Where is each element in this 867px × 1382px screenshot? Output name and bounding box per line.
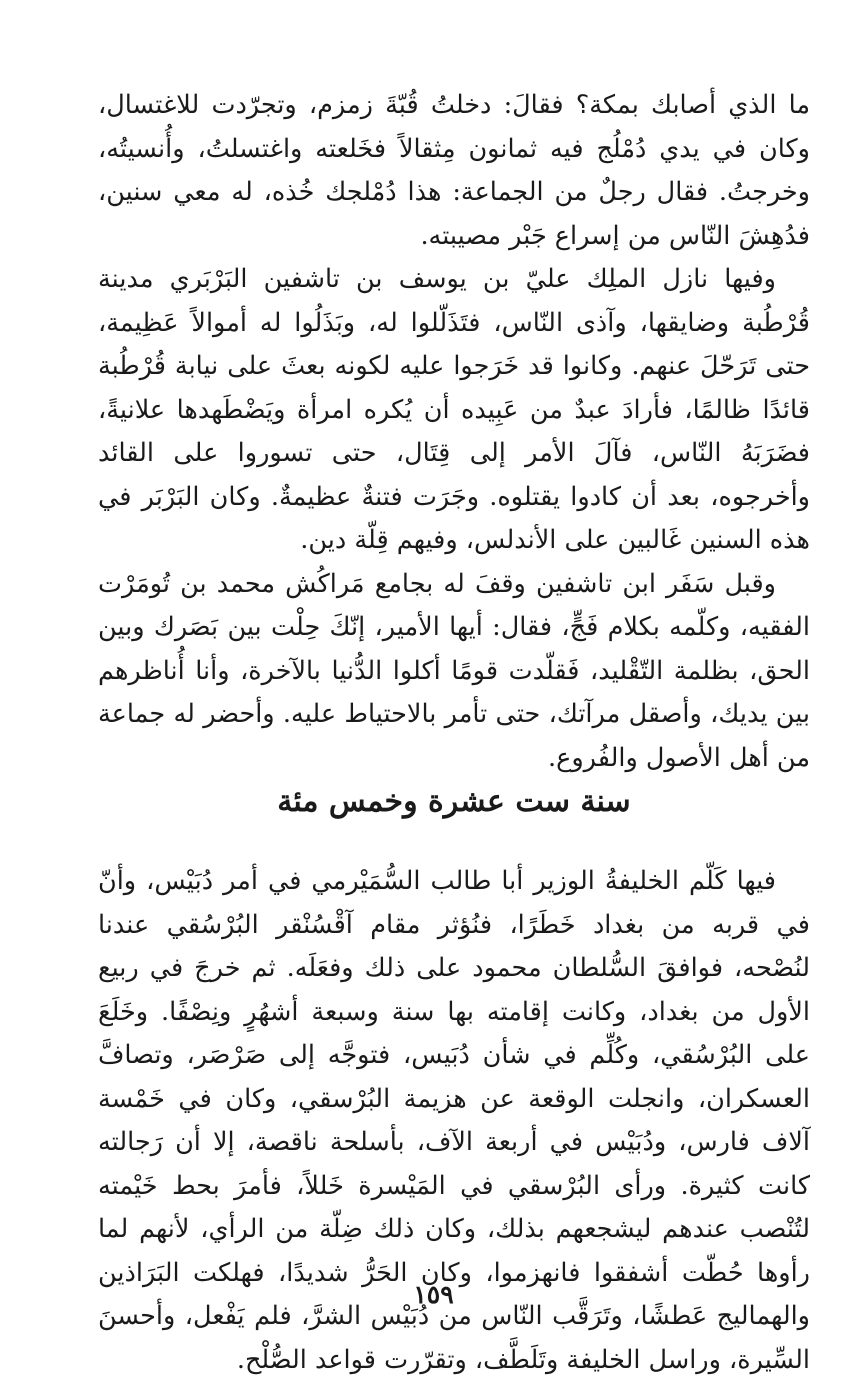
page-body [98,84,810,1382]
section-heading: سنة ست عشرة وخمس مئة [277,784,631,819]
paragraph-2: وفيها نازل الملِك عليّ بن يوسف بن تاشفين البَرْبَري مدينة قُرْطُبة وضايقها، وآذى النّاس، فتَذَلّلوا له، وبَذَلُوا له أموالاً عَظِيمة، حتى تَرَحّلَ عنهم. وكانوا قد خَرَجوا عليه لكونه بعثَ على نيابة قُرْطُبة قائدًا ظالمًا، فأرادَ عبدٌ من عَبِيده أن يُكره امرأة ويَضْطَهدها علانيةً، فضَرَبَهُ النّاس، فآلَ الأمر إلى قِتَال، حتى تسوروا على القائد وأخرجوه، بعد أن كادوا يقتلوه. وجَرَت فتنةٌ عظيمةٌ. وكان البَرْبَر في هذه السنين غَالبين على الأندلس، وفيهم قِلّة دين. [98,264,810,555]
paragraph-4: فيها كَلّم الخليفةُ الوزير أبا طالب السُّمَيْرمي في أمر دُبَيْس، وأنّ في قربه من بغداد خَطَرًا، فنُؤثر مقام آقْسُنْقر البُرْسُقي عندنا لنُصْحه، فوافقَ السُّلطان محمود على ذلك وفعَلَه. ثم خرجَ في ربيع الأول من بغداد، وكانت إقامته بها سنة وسبعة أشهُرٍ ونِصْفًا. وخَلَعَ على البُرْسُقي، وكُلِّم في شأن دُبَيس، فتوجَّه إلى صَرْصَر، وتصافَّ العسكران، وانجلت الوقعة عن هزيمة البُرْسقي، وكان في خَمْسة آلاف فارس، ودُبَيْس في أربعة الآف، بأسلحة ناقصة، إلا أن رَجالته كانت كثيرة. ورأى البُرْسقي في المَيْسرة خَللاً، فأمرَ بحط خَيْمته لتُنْصب عندهم ليشجعهم بذلك، وكان ذلك ضِلّة من الرأي، لأنهم لما رأوها حُطّت أشفقوا فانهزموا، وكان الحَرُّ شديدًا، فهلكت البَرَاذين والهماليج عَطشًا، وتَرَقَّب النّاس من دُبَيْس الشرَّ، فلم يَفْعل، وأحسنَ السِّيرة، وراسل الخليفة وتَلَطَّف، وتقرّرت قواعد الصُّلْح. [98,866,810,1375]
page-number: ١٥٩ [413,1280,454,1309]
paragraph-1: ما الذي أصابك بمكة؟ فقالَ: دخلتُ قُبّةَ زمزم، وتجرّدت للاغتسال، وكان في يدي دُمْلُج فيه ثمانون مِثقالاً فخَلعته واغتسلتُ، وأُنسيتُه، وخرجتُ. فقال رجلٌ من الجماعة: هذا دُمْلجك خُذه، له معي سنين، فدُهِشَ النّاس من إسراع جَبْر مصيبته. [98,90,810,251]
paragraph-3: وقبل سَفَر ابن تاشفين وقفَ له بجامع مَراكُش محمد بن تُومَرْت الفقيه، وكلّمه بكلام فَجٍّ، فقال: أيها الأمير، إنّكَ حِلْت بين بَصَرك وبين الحق، بظلمة التّقْليد، فَقلّدت قومًا أكلوا الدُّنيا بالآخرة، وأنا أُناظرهم بين يديك، وأصقل مرآتك، حتى تأمر بالاحتياط عليه. وأحضر له جماعة من أهل الأصول والفُروع. [98,568,810,773]
